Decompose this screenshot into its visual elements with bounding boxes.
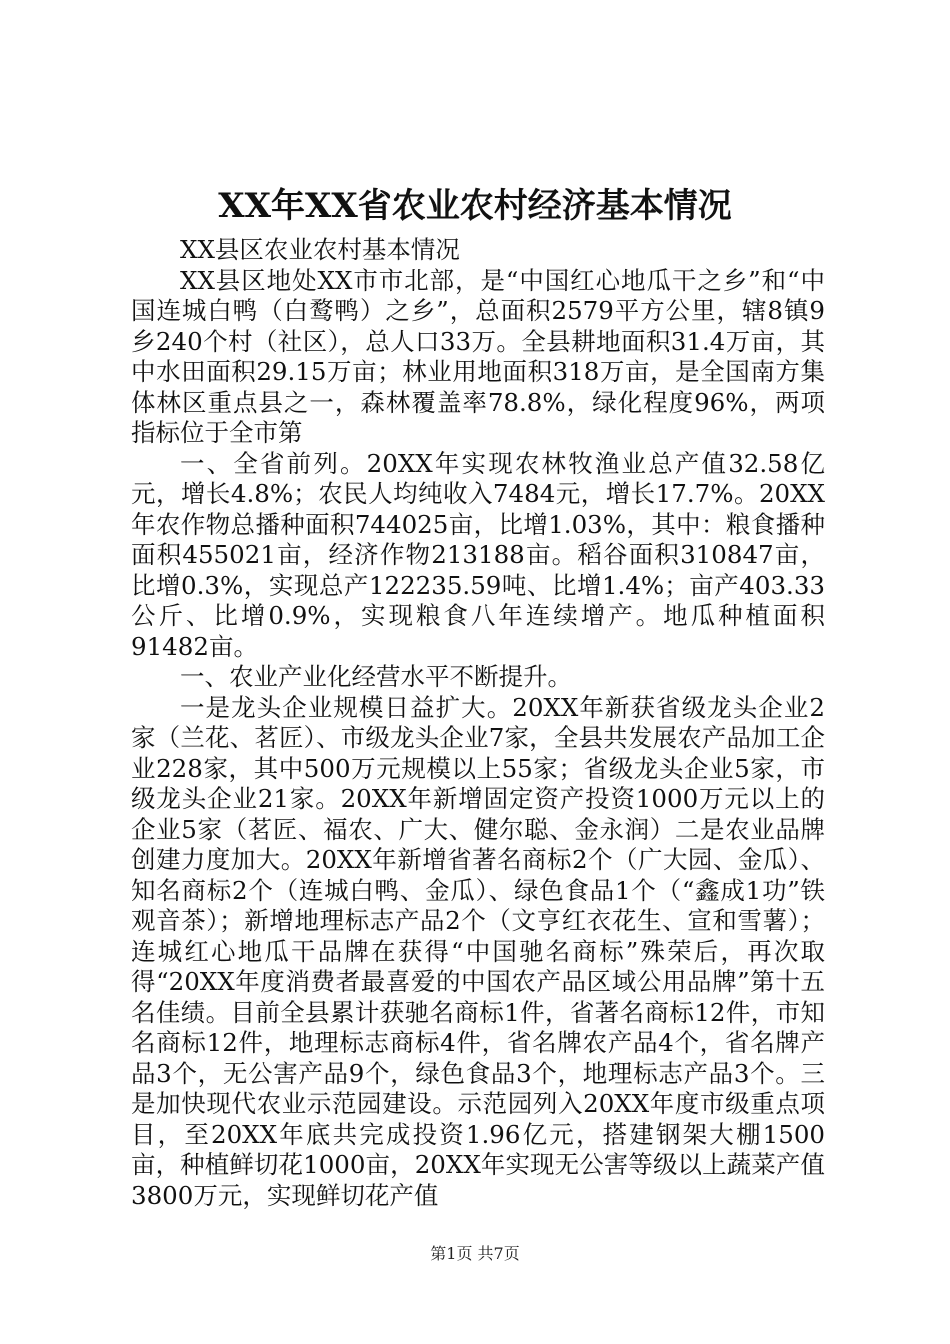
paragraph-industrialization: 一是龙头企业规模日益扩大。20XX年新获省级龙头企业2家（兰花、茗匠）、市级龙头企业7家，全县共发展农产品加工企业228家，其中500万元规模以上55家；省级龙头企业5家，市级龙头企业21家。20XX年新增固定资产投资1000万元以上的企业5家（茗匠、福农、广大、健尔聪、金永润）二是农业品牌创建力度加大。20XX年新增省著名商标2个（广大园、金瓜）、知名商标2个（连城白鸭、金瓜）、绿色食品1个（“鑫成1功”铁观音茶）；新增地理标志产品2个（文亨红衣花生、宣和雪薯）；连城红心地瓜干品牌在获得“中国驰名商标”殊荣后，再次取得“20XX年度消费者最喜爱的中国农产品区域公用品牌”第十五名佳绩。目前全县累计获驰名商标1件，省著名商标12件，市知名商标12件，地理标志商标4件，省名牌农产品4个，省名牌产品3个，无公害产品9个，绿色食品3个，地理标志产品3个。三是加快现代农业示范园建设。示范园列入20XX年度市级重点项目，至20XX年底共完成投资1.96亿元，搭建钢架大棚1500亩，种植鲜切花1000亩，20XX年实现无公害等级以上蔬菜产值3800万元，实现鲜切花产值 bbox=[131, 692, 825, 1210]
paragraph-subtitle: XX县区农业农村基本情况 bbox=[180, 235, 460, 264]
paragraph-section-heading: 一、农业产业化经营水平不断提升。 bbox=[180, 662, 572, 691]
paragraph-output-stats: 一、全省前列。20XX年实现农林牧渔业总产值32.58亿元，增长4.8%；农民人均纯收入7484元，增长17.7%。20XX年农作物总播种面积744025亩，比增1.03%，其中：粮食播种面积455021亩，经济作物213188亩。稻谷面积310847亩，比增0.3%，实现总产122235.59吨、比增1.4%；亩产403.33公斤、比增0.9%，实现粮食八年连续增产。地瓜种植面积91482亩。 bbox=[131, 448, 825, 661]
paragraph-overview: XX县区地处XX市市北部，是“中国红心地瓜干之乡”和“中国连城白鸭（白鹜鸭）之乡”，总面积2579平方公里，辖8镇9乡240个村（社区），总人口33万。全县耕地面积31.4万亩，其中水田面积29.15万亩；林业用地面积318万亩，是全国南方集体林区重点县之一，森林覆盖率78.8%，绿化程度96%，两项指标位于全市第 bbox=[131, 265, 825, 447]
page-number-footer: 第1页 共7页 bbox=[430, 1244, 520, 1263]
document-body bbox=[131, 235, 825, 1211]
document-title: XX年XX省农业农村经济基本情况 bbox=[218, 186, 732, 226]
